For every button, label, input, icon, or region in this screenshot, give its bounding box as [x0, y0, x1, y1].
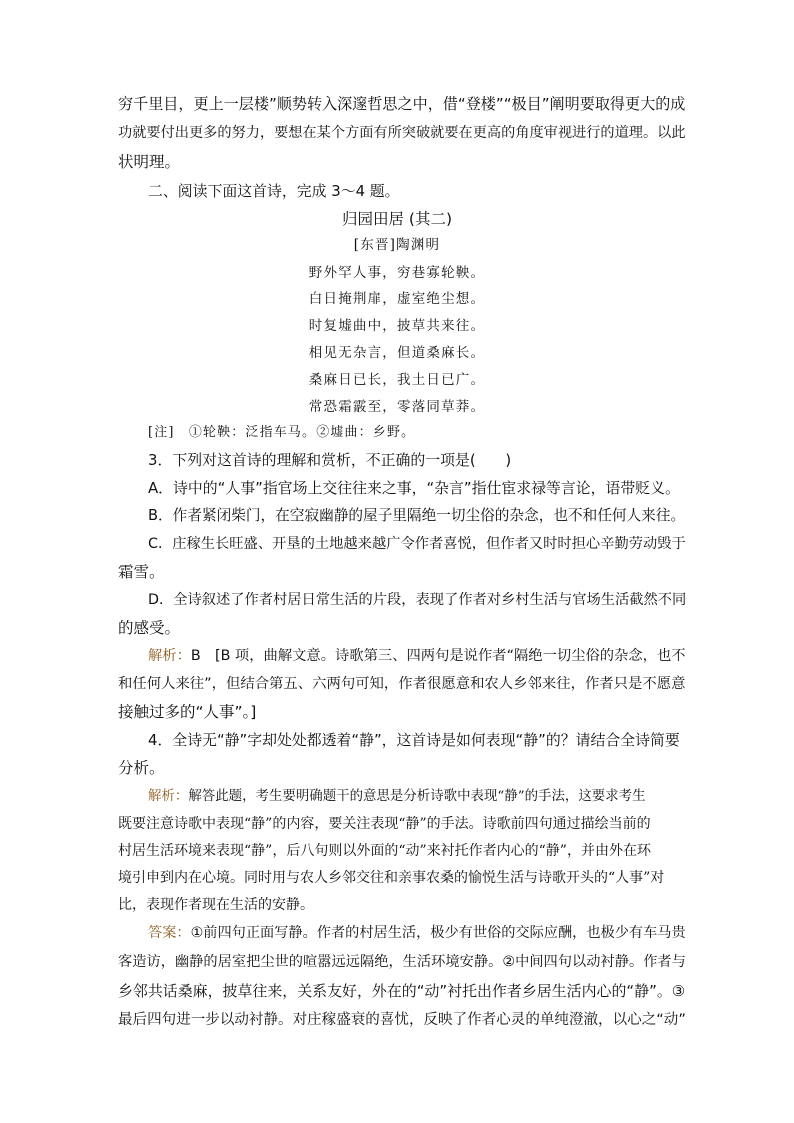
- q4-stem-line-1: 4．全诗无“静”字却处处都透着“静”，这首诗是如何表现“静”的？请结合全诗简要: [148, 731, 680, 749]
- q3-analysis-line-2: 和任何人来往”，但结合第五、六两句可知，作者很愿意和农人乡邻来往，作者只是不愿意: [118, 676, 686, 692]
- q3-analysis-line-3: 接触过多的“人事”。]: [118, 703, 257, 721]
- intro-line-3: 状明理。: [118, 153, 181, 171]
- q3-option-d: D．全诗叙述了作者村居日常生活的片段，表现了作者对乡村生活与官场生活截然不同: [148, 592, 687, 608]
- intro-line-1: 穷千里目，更上一层楼”顺势转入深邃哲思之中，借“登楼”“极目”阐明要取得更大的成: [118, 95, 686, 113]
- q3-stem: 3．下列对这首诗的理解和赏析，不正确的一项是( ): [148, 451, 512, 469]
- poem-author: [东晋]陶渊明: [353, 237, 441, 253]
- poem-line-5: 桑麻日已长，我土日已广。: [308, 372, 486, 388]
- q4-analysis-line-4: 境引申到内在心境。同时用与农人乡邻交往和亲事农桑的愉悦生活与诗歌开头的“人事”对: [118, 870, 665, 886]
- answer-label: 答案：: [148, 925, 191, 941]
- q3-analysis-text: B [B 项，曲解文意。诗歌第三、四两句是说作者“隔绝一切尘俗的杂念，也不: [190, 648, 686, 664]
- poem-line-4: 相见无杂言，但道桑麻长。: [308, 345, 486, 361]
- poem-line-1: 野外罕人事，穷巷寡轮鞅。: [308, 265, 486, 281]
- analysis-label: 解析：: [148, 648, 191, 664]
- q3-option-c: C．庄稼生长旺盛、开垦的土地越来越广令作者喜悦，但作者又时时担心辛勤劳动毁于: [148, 536, 686, 552]
- intro-line-2: 功就要付出更多的努力，要想在某个方面有所突破就要在更高的角度审视进行的道理。以此: [118, 125, 686, 141]
- poem-line-6: 常恐霜霰至，零落同草莽。: [308, 399, 486, 415]
- poem-line-2: 白日掩荆扉，虚室绝尘想。: [308, 291, 486, 307]
- q4-answer-line-1: [148, 921, 708, 945]
- q3-analysis-line-1: [148, 644, 708, 668]
- q3-option-b: B．作者紧闭柴门，在空寂幽静的屋子里隔绝一切尘俗的杂念，也不和任何人来往。: [148, 507, 686, 524]
- q3-option-a: A．诗中的“人事”指官场上交往往来之事，“杂言”指仕宦求禄等言论，语带贬义。: [148, 479, 680, 497]
- q3-option-d-cont: 的感受。: [118, 619, 181, 637]
- q3-option-c-cont: 霜雪。: [118, 563, 165, 581]
- poem-line-3: 时复墟曲中，披草共来往。: [308, 318, 486, 334]
- section-heading: 二、阅读下面这首诗，完成 3～4 题。: [148, 182, 400, 200]
- q4-stem-line-2: 分析。: [118, 759, 165, 777]
- q4-answer-line-2: 客造访，幽静的居室把尘世的喧嚣远远隔绝，生活环境安静。②中间四句以动衬静。作者与: [118, 954, 686, 970]
- poem-title: 归园田居 (其二): [341, 210, 453, 228]
- q4-analysis-line-5: 比，表现作者现在生活的安静。: [118, 897, 314, 913]
- q4-analysis-line-1: [148, 785, 708, 809]
- q4-answer-line-4: 最后四句进一步以动衬静。对庄稼盛衰的喜忧，反映了作者心灵的单纯澄澈，以心之“动”: [118, 1011, 686, 1028]
- q4-analysis-line-2: 既要注意诗歌中表现“静”的内容，要关注表现“静”的手法。诗歌前四句通过描绘当前的: [118, 816, 651, 832]
- q4-answer-text: ①前四句正面写静。作者的村居生活，极少有世俗的交际应酬，也极少有车马贵: [190, 925, 686, 941]
- q4-analysis-line-3: 村居生活环境来表现“静”，后八句则以外面的“动”来衬托作者内心的“静”，并由外在环: [118, 843, 651, 859]
- analysis-label: 解析：: [148, 789, 189, 804]
- q4-analysis-text: 解答此题，考生要明确题干的意思是分析诗歌中表现“静”的手法，这要求考生: [188, 789, 646, 804]
- poem-note: [注] ①轮鞅：泛指车马。②墟曲：乡野。: [148, 425, 416, 440]
- q4-answer-line-3: 乡邻共话桑麻，披草往来，关系友好，外在的“动”衬托出作者乡居生活内心的“静”。③: [118, 982, 686, 1000]
